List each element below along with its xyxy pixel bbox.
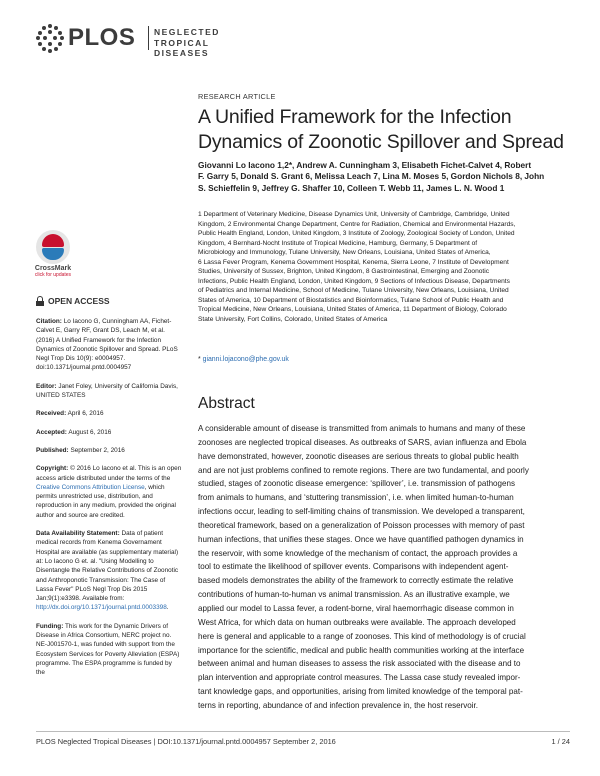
abstract-heading: Abstract (198, 395, 255, 412)
funding-label: Funding: (36, 622, 64, 630)
open-lock-icon (36, 296, 44, 306)
footer-citation: PLOS Neglected Tropical Diseases | DOI:10.1371/journal.pntd.0004957 September 2, 2016 (36, 737, 336, 746)
accepted-label: Accepted: (36, 428, 67, 436)
abstract-line: plan intervention and appropriate control measures. The Lassa case study revealed impor- (198, 673, 521, 683)
page-footer (36, 737, 570, 746)
crossmark-sub: click for updates (34, 272, 72, 278)
logo-divider (148, 26, 149, 50)
plos-dots-icon (36, 24, 64, 52)
abstract-line: terns in reporting, abundance of and infection prevalence in, the host reservoir. (198, 700, 479, 710)
affiliation-line: Infections, Public Health England, London, United Kingdom, 9 Sections of Infectious Disease, Departments (198, 277, 510, 285)
affiliation-line: States of America, 10 Department of Biostatistics and Bioinformatics, Tulane School of Public Health and (198, 296, 504, 304)
abstract-line: here is general and applicable to a range of zoonoses. This kind of methodology is of crucial (198, 631, 526, 641)
article-title (198, 105, 570, 154)
accepted-block (36, 428, 182, 437)
received-block (36, 409, 182, 418)
data-availability-block (36, 529, 182, 613)
abstract-line: and are not just problems confined to remote regions. There are two fundamental, and poorly (198, 465, 529, 475)
journal-subtitle-line2: TROPICAL DISEASES (154, 37, 210, 58)
journal-logo[interactable] (36, 22, 246, 56)
affiliation-line: 1 Department of Veterinary Medicine, Disease Dynamics Unit, University of Cambridge, Cambridge, United (198, 211, 510, 218)
affiliation-line: Studies, University of Sussex, Brighton, United Kingdom, 8 Gastrointestinal, Emerging and Zoonotic (198, 268, 490, 275)
abstract-line: infections occur, leading to self-limiting chains of transmission. We developed a transparent, (198, 507, 525, 517)
affiliation-line: State University, Fort Collins, Colorado, United States of America (198, 315, 388, 323)
affiliation-line: Kingdom, 2 Environmental Change Department, Centre for Radiation, Chemical and Environmental Hazards, (198, 220, 516, 228)
affiliations (198, 210, 570, 324)
funding-text: This work for the Dynamic Drivers of Disease in Africa Consortium, NERC project no. NE-J001570-1, was funded with support from the Ecosystem Services for Poverty Alleviation (ESPA) programme. The ESPA programme is funded by the (36, 622, 180, 677)
authors-line-2: F. Garry 5, Donald S. Grant 6, Melissa Leach 7, Lina M. Moses 5, Gordon Nichols 8, John (198, 171, 545, 182)
abstract-line: contributions of human-to-human vs animal transmission. As an illustrative example, we (198, 590, 510, 600)
affiliation-line: Public Health England, London, United Kingdom, 3 Institute of Zoology, Zoological Society of London, United (198, 230, 515, 237)
abstract-line: between animal and human diseases to assess the risk associated with the disease and to (198, 659, 521, 669)
copyright-text-end: , which permits unrestricted use, distribution, and reproduction in any medium, provided the original author and source are credited. (36, 483, 176, 519)
affiliation-line: Tropical Medicine, New Orleans, Louisiana, United States of America, 11 Department of Biology, Colorado (198, 306, 507, 313)
citation-block (36, 317, 182, 373)
abstract-line: A considerable amount of disease is transmitted from animals to humans and many of these (198, 424, 526, 433)
editor-block (36, 382, 182, 401)
email-star: * (198, 356, 201, 363)
abstract-line: have demonstrated, however, zoonotic diseases are serious threats to global public health (198, 451, 519, 461)
authors-line-3: S. Schieffelin 9, Jeffrey G. Shaffer 10, Colleen T. Webb 11, James L. N. Wood 1 (198, 182, 505, 193)
editor-text: Janet Foley, University of California Davis, UNITED STATES (36, 382, 178, 400)
journal-subtitle-line1: NEGLECTED (154, 27, 220, 37)
data-availability-end: . (166, 604, 169, 612)
authors-line-1: Giovanni Lo Iacono 1,2*, Andrew A. Cunningham 3, Elisabeth Fichet-Calvet 4, Robert (198, 160, 532, 170)
citation-label: Citation: (36, 318, 62, 325)
journal-subtitle (154, 27, 246, 59)
abstract-line: theoretical framework, based on a generalization of Poisson processes with memory of past (198, 520, 525, 530)
abstract-body (198, 422, 566, 713)
plos-wordmark: PLOS (68, 24, 136, 51)
cc-license-link[interactable]: Creative Commons Attribution License (36, 483, 145, 491)
abstract-line: the reservoir, with some knowledge of the mechanism of contact, the approach provides a (198, 548, 518, 558)
data-doi-link[interactable]: http://dx.doi.org/10.1371/journal.pntd.0003398 (36, 604, 167, 612)
affiliation-line: Microbiology and Immunology, Tulane University, New Orleans, Louisiana, United States of America, (198, 249, 491, 256)
article-sidebar (36, 295, 182, 687)
copyright-block (36, 464, 182, 520)
published-label: Published: (36, 446, 69, 454)
affiliation-line: 6 Lassa Fever Program, Kenema Government Hospital, Kenema, Sierra Leone, 7 Institute of Development (198, 258, 509, 266)
published-date: September 2, 2016 (70, 446, 125, 454)
received-date: April 6, 2016 (67, 410, 104, 418)
author-list (198, 160, 570, 194)
abstract-line: importance for the scientific, medical and public health communities working at the interface (198, 645, 525, 655)
abstract-line: West Africa, for which data on human outbreaks were available. The approach developed (198, 617, 516, 627)
data-availability-text: Data of patient medical records from Kenema Governament Hospital are available (as supplementary material) at: Lo Iacono G et. al. "Using Modelling to Disentangle the Relative Contributions of Zoonotic and Anthroponotic Transmission: The Case of Lassa Fever" PLoS Negl Trop Dis 2015 Jan;9(1):e3398. Available from: (36, 530, 179, 603)
accepted-date: August 6, 2016 (68, 428, 112, 436)
crossmark-icon (36, 230, 70, 264)
abstract-line: based models demonstrates the ability of the framework to correctly estimate the relative (198, 576, 514, 586)
title-line-1: A Unified Framework for the Infection (198, 106, 512, 128)
email-link[interactable]: gianni.lojacono@phe.gov.uk (202, 356, 289, 363)
citation-text: Lo Iacono G, Cunningham AA, Fichet-Calvet E, Garry RF, Grant DS, Leach M, et al. (2016) A Unified Framework for the Infection Dynamics of Zoonotic Spillover and Spread. PLoS Negl Trop Dis 10(9): e0004957. doi:10.1371/journal.pntd.0004957 (36, 318, 178, 372)
abstract-line: tool to estimate the likelihood of spillover events. Comparisons with independent agent- (198, 562, 509, 572)
open-access-label: OPEN ACCESS (48, 296, 110, 306)
copyright-label: Copyright: (36, 465, 69, 473)
editor-label: Editor: (36, 382, 57, 390)
published-block (36, 446, 182, 455)
received-label: Received: (36, 410, 67, 418)
crossmark-label: CrossMark (34, 265, 72, 272)
abstract-line: applied our model to Lassa fever, a rodent-borne, viral haemorrhagic disease common in (198, 603, 514, 613)
funding-block (36, 622, 182, 678)
page-number: 1 / 24 (551, 737, 570, 746)
open-access-badge (36, 295, 182, 307)
copyright-text: © 2016 Lo Iacono et al. This is an open access article distributed under the terms of the (36, 465, 182, 482)
crossmark-badge[interactable] (36, 230, 72, 278)
data-availability-label: Data Availability Statement: (36, 530, 120, 538)
abstract-line: from animals to humans, and ‘stuttering transmission’, i.e. when limited human-to-human (198, 493, 514, 503)
abstract-line: zoonoses are neglected tropical diseases. As outbreaks of SARS, avian influenza and Ebola (198, 437, 527, 447)
corresponding-email (198, 356, 570, 363)
affiliation-line: of Pediatrics and Internal Medicine, School of Medicine, Tulane University, New Orleans, Louisiana, United (198, 287, 509, 294)
abstract-line: tant knowledge gaps, and opportunities, arising from limited knowledge of the temporal pat- (198, 687, 523, 697)
footer-rule (36, 731, 570, 732)
article-type: RESEARCH ARTICLE (198, 92, 276, 101)
abstract-line: human infections, that unifies these stages. Once we have quantified pathogen dynamics in (198, 534, 524, 544)
abstract-line: studied, stages of zoonotic disease emergence: ‘spillover’, i.e. transmission of pathogens (198, 479, 515, 489)
title-line-2: Dynamics of Zoonotic Spillover and Spread (198, 130, 564, 153)
affiliation-line: Kingdom, 4 Bernhard-Nocht Institute of Tropical Medicine, Hamburg, Germany, 5 Department of (198, 239, 478, 247)
